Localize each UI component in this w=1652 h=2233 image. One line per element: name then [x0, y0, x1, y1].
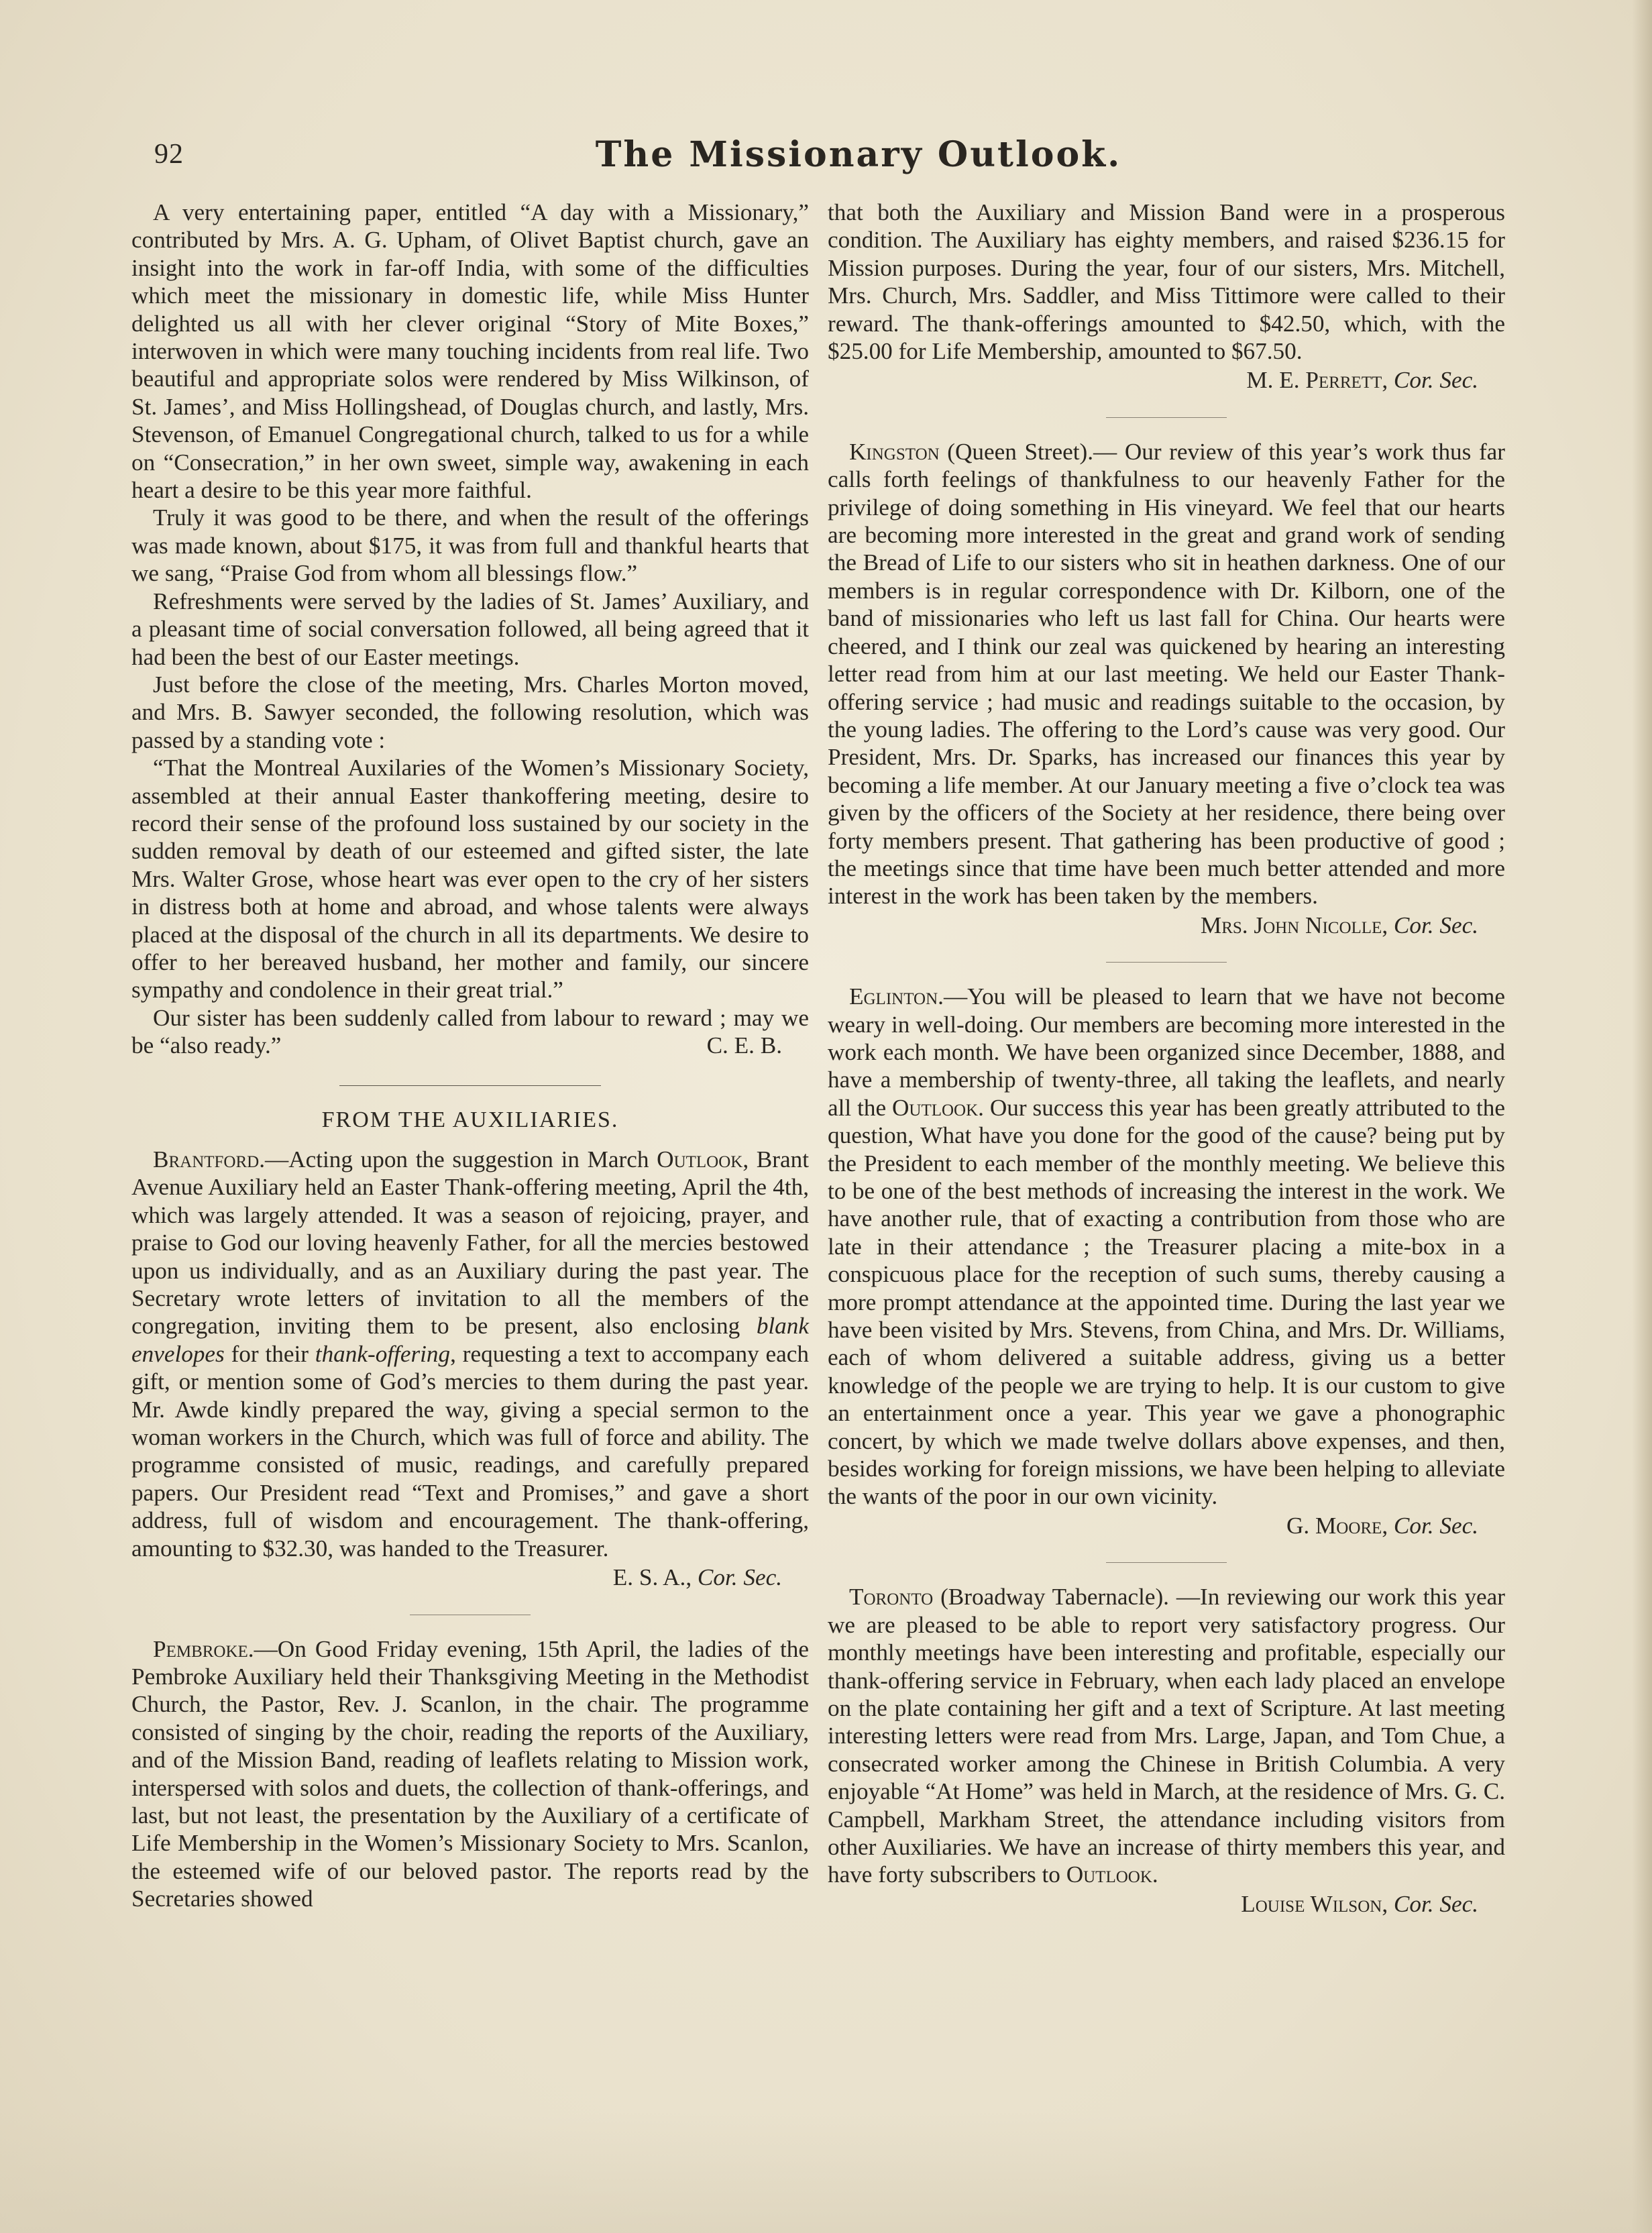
report-eglinton — [828, 983, 1505, 1511]
report-toronto — [828, 1583, 1505, 1888]
publication-name: Outlook — [657, 1146, 743, 1173]
page-number: 92 — [154, 139, 184, 170]
report-text: , Brant Avenue Auxiliary held an Easter Thank-offering meeting, April the 4th, which was largely attended. It was a season of rejoicing, prayer, and praise to God our loving heavenly Father, for all the mercies bestowed upon us individually, and as an Auxiliary during the past year. The Secretary wrote letters of invitation to all the members of the congregation, inviting them to be present, also enclosing — [131, 1146, 809, 1340]
page-header — [154, 134, 1529, 188]
report-text: —Acting upon the suggestion in March — [265, 1146, 657, 1173]
signature: C. E. B. — [706, 1032, 782, 1059]
emphasis-text: blank envelopes — [131, 1313, 809, 1367]
paragraph-text: Our sister has been suddenly called from labour to reward ; may we be “also ready.” — [131, 1004, 809, 1059]
report-text: . — [1152, 1861, 1158, 1888]
report-kingston — [828, 438, 1505, 910]
report-text: —On Good Friday evening, 15th April, the ladies of the Pembroke Auxiliary held their Thanksgiving Meeting in the Methodist Church, the Pastor, Rev. J. Scanlon, in the chair. The programme consisted of singing by the choir, reading the reports of the Auxiliary, and of the Mission Band, reading of leaflets relating to Mission work, interspersed with solos and duets, the collection of thank-offerings, and last, but not least, the presentation by the Auxiliary of a certificate of Life Membership in the Women’s Missionary Society to Mrs. Scanlon, the esteemed wife of our beloved pastor. The reports read by the Secretaries showed — [131, 1635, 809, 1912]
report-text: for their — [224, 1340, 315, 1367]
right-column — [828, 199, 1505, 1918]
signature-office: Cor. Sec. — [1393, 912, 1478, 938]
report-text: —You will be pleased to learn that we have not become weary in well-doing. Our members are becoming more interested in the work each month. We have been organized since December, 1888, and have a membership of twenty-three, all taking the leaflets, and nearly all the — [828, 983, 1505, 1121]
left-column — [131, 199, 809, 1913]
paragraph — [131, 1004, 809, 1060]
signature-office: Cor. Sec. — [697, 1564, 782, 1591]
signature-name: Mrs. John Nicolle, — [1200, 912, 1394, 938]
signature-office: Cor. Sec. — [1393, 367, 1478, 394]
place-name: Eglinton. — [849, 983, 944, 1010]
report-pembroke-continued: that both the Auxiliary and Mission Band were in a prosperous condition. The Auxiliary has eighty members, and raised $236.15 for Mission purposes. During the year, four of our sisters, Mrs. Mitchell, Mrs. Church, Mrs. Saddler, and Miss Tittimore were called to their reward. The thank-offerings amounted to $42.50, which, with the $25.00 for Life Membership, amounted to $67.50. — [828, 199, 1505, 365]
place-name: Kingston — [849, 438, 940, 465]
report-text: (Broadway Tabernacle). —In reviewing our work this year we are pleased to be able to report very satisfactory progress. Our monthly meetings have been interesting and profitable, especially our thank-offering service in February, when each lady placed an envelope on the plate containing her gift and a text of Scripture. At last meeting interesting letters were read from Mrs. Large, Japan, and Tom Chue, a consecrated worker among the Chinese in British Columbia. A very enjoyable “At Home” was held in March, at the residence of Mrs. G. C. Campbell, Markham Street, the attendance including visitors from other Auxiliaries. We have an increase of thirty members this year, and have forty subscribers to — [828, 1584, 1505, 1888]
signature-name: M. E. Perrett, — [1246, 367, 1394, 394]
report-brantford — [131, 1146, 809, 1562]
signature — [828, 1512, 1505, 1539]
page-edge-shadow — [1632, 0, 1652, 2233]
place-name: Toronto — [849, 1584, 934, 1611]
report-pembroke — [131, 1635, 809, 1913]
signature-office: Cor. Sec. — [1393, 1890, 1478, 1917]
report-text: . Our success this year has been greatly attributed to the question, What have you done for the good of the cause? being put by the President to each member of the monthly meeting. We believe this to be one of the best methods of increasing the interest in the work. We have another rule, that of exacting a contribution from those who are late in their attendance ; the Treasurer placing a mite-box in a conspicuous place for the reception of such sums, thereby causing a more prompt attendance at the appointed time. During the last year we have been visited by Mrs. Stevens, from China, and Mrs. Dr. Williams, each of whom delivered a suitable address, giving us a better knowledge of the people we are trying to help. It is our custom to give an entertainment once a year. This year we gave a phonographic concert, by which we made twelve dollars above expenses, and then, besides working for foreign missions, we have been helping to alleviate the wants of the poor in our own vicinity. — [828, 1094, 1505, 1510]
page-bottom-shade — [0, 2112, 1652, 2233]
signature — [828, 366, 1505, 394]
place-name: Pembroke. — [153, 1635, 254, 1662]
paragraph: A very entertaining paper, entitled “A day with a Missionary,” contributed by Mrs. A. G. Upham, of Olivet Baptist church, gave an insight into the work in far-off India, with some of the difficulties which meet the missionary in domestic life, while Miss Hunter delighted us all with her clever original “Story of Mite Boxes,” interwoven in which were many touching incidents from real life. Two beautiful and appropriate solos were rendered by Miss Wilkinson, of St. James’, and Miss Hollingshead, of Douglas church, and lastly, Mrs. Stevenson, of Emanuel Congregational church, talked to us for a while on “Consecration,” in her own sweet, simple way, awakening in each heart a desire to be this year more faithful. — [131, 199, 809, 504]
divider-rule — [339, 1085, 601, 1086]
report-text: (Queen Street).— Our review of this year’s work thus far calls forth feelings of thankfulness to our heavenly Father for the privilege of doing something in His vineyard. We feel that our hearts are becoming more interested in the great and grand work of sending the Bread of Life to our sisters who sit in heathen darkness. One of our members is in regular correspondence with Dr. Kilborn, one of the band of missionaries who left us last fall for China. Our hearts were cheered, and I think our zeal was quickened by hearing an interesting letter read from him at our last meeting. We held our Easter Thank-offering service ; had music and readings suitable to the occasion, by the young ladies. The offering to the Lord’s cause was very good. Our President, Mrs. Dr. Sparks, has increased our finances this year by becoming a life member. At our January meeting a five o’clock tea was given by the officers of the Society at her residence, there being over forty members present. That gathering has been productive of good ; the meetings since that time have been much better attended and more interest in the work has been taken by the members. — [828, 438, 1505, 910]
divider-rule — [1106, 417, 1227, 418]
signature-name: G. Moore, — [1286, 1512, 1394, 1539]
paragraph: Truly it was good to be there, and when the result of the offerings was made known, about $175, it was from full and thankful hearts that we sang, “Praise God from whom all blessings flow.” — [131, 504, 809, 587]
divider-rule — [1106, 1562, 1227, 1563]
emphasis-text: thank-offering — [315, 1340, 451, 1367]
signature — [828, 912, 1505, 939]
signature — [131, 1564, 809, 1591]
paragraph: Refreshments were served by the ladies of St. James’ Auxiliary, and a pleasant time of social conversation followed, all being agreed that it had been the best of our Easter meetings. — [131, 588, 809, 670]
signature — [828, 1890, 1505, 1918]
report-text: , requesting a text to accompany each gift, or mention some of God’s mercies to them during the past year. Mr. Awde kindly prepared the way, giving a special sermon to the woman workers in the Church, which was full of force and ability. The programme consisted of music, readings, and carefully prepared papers. Our President read “Text and Promises,” and gave a short address, full of wisdom and encouragement. The thank-offering, amounting to $32.30, was handed to the Treasurer. — [131, 1340, 809, 1562]
resolution-paragraph: “That the Montreal Auxilaries of the Women’s Missionary Society, assembled at their annual Easter thankoffering meeting, desire to record their sense of the profound loss sustained by our society in the sudden removal by death of our esteemed and gifted sister, the late Mrs. Walter Grose, whose heart was ever open to the cry of her sisters in distress both at home and abroad, and whose talents were always placed at the disposal of the church in all its departments. We desire to offer to her bereaved husband, her mother and family, our sincere sympathy and condolence in their great trial.” — [131, 755, 809, 1003]
section-heading: FROM THE AUXILIARIES. — [321, 1107, 619, 1132]
divider-rule — [1106, 962, 1227, 963]
signature-name: Louise Wilson, — [1241, 1890, 1394, 1917]
publication-name: Outlook — [1066, 1861, 1152, 1888]
place-name: Brantford. — [153, 1146, 266, 1173]
running-title: The Missionary Outlook. — [595, 134, 1122, 175]
signature-name: E. S. A., — [612, 1564, 698, 1591]
signature-office: Cor. Sec. — [1393, 1512, 1478, 1539]
publication-name: Outlook — [892, 1094, 979, 1121]
paragraph: Just before the close of the meeting, Mrs. Charles Morton moved, and Mrs. B. Sawyer seconded, the following resolution, which was passed by a standing vote : — [131, 671, 809, 753]
